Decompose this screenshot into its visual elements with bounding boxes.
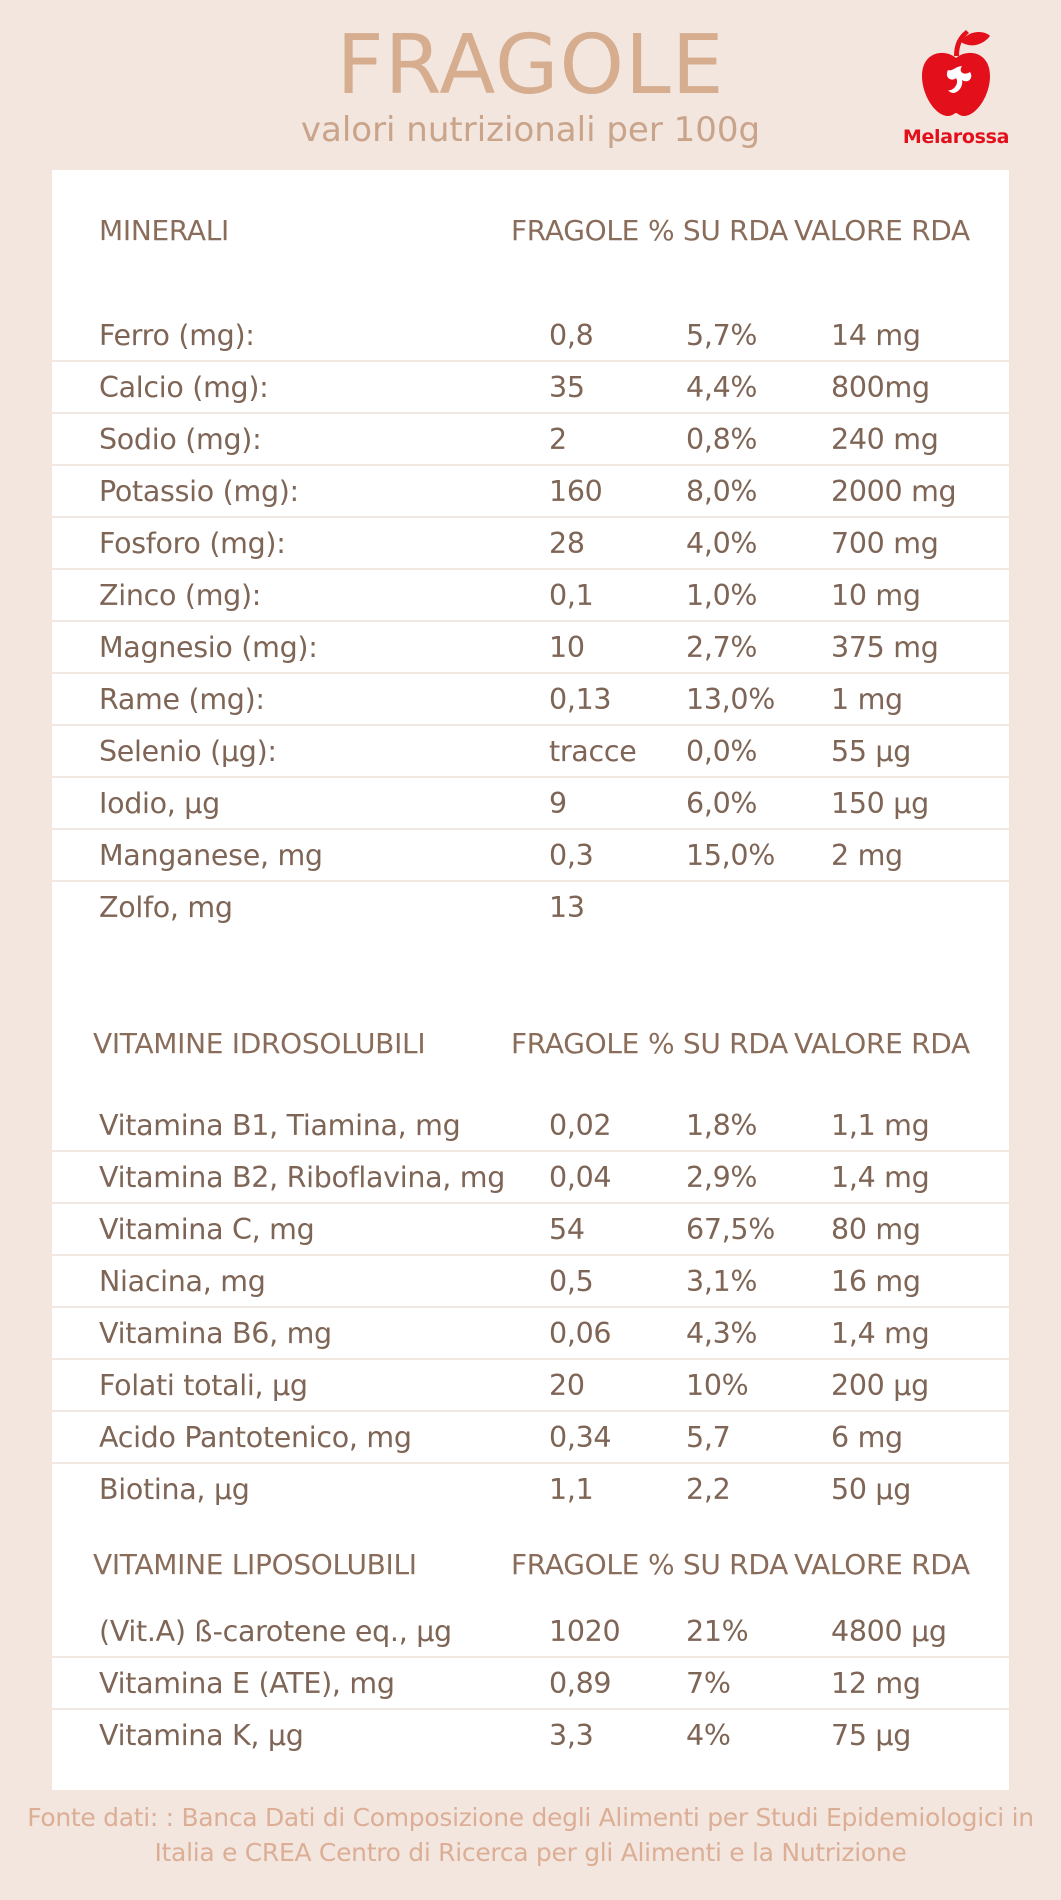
header-rda-value: VALORE RDA bbox=[794, 1548, 970, 1581]
nutrient-amount: 0,8 bbox=[549, 319, 594, 352]
rda-percent: 1,0% bbox=[686, 579, 758, 612]
rda-percent: 2,2 bbox=[686, 1473, 731, 1506]
nutrient-amount: 0,3 bbox=[549, 839, 594, 872]
rda-value: 2000 mg bbox=[831, 475, 957, 508]
nutrient-name: Vitamina E (ATE), mg bbox=[99, 1667, 395, 1700]
rda-value: 12 mg bbox=[831, 1667, 921, 1700]
nutrient-amount: 2 bbox=[549, 423, 567, 456]
rda-value: 240 mg bbox=[831, 423, 939, 456]
source-footer bbox=[0, 1800, 1061, 1870]
table-row bbox=[52, 1464, 1009, 1516]
rda-percent: 4,3% bbox=[686, 1317, 758, 1350]
header-fragole: FRAGOLE bbox=[511, 1027, 640, 1060]
nutrient-name: Niacina, mg bbox=[99, 1265, 266, 1298]
page-title: FRAGOLE bbox=[336, 18, 725, 113]
table-row bbox=[52, 622, 1009, 674]
nutrient-amount: 0,06 bbox=[549, 1317, 612, 1350]
table-row bbox=[52, 1204, 1009, 1256]
section-header-idrosolubili bbox=[52, 1019, 1009, 1069]
rda-percent: 1,8% bbox=[686, 1109, 758, 1142]
header-rda-percent: % SU RDA bbox=[648, 214, 788, 247]
table-row bbox=[52, 466, 1009, 518]
nutrient-amount: 0,34 bbox=[549, 1421, 612, 1454]
nutrient-amount: 0,89 bbox=[549, 1667, 612, 1700]
nutrient-name: Biotina, µg bbox=[99, 1473, 250, 1506]
nutrient-name: Zinco (mg): bbox=[99, 579, 262, 612]
nutrient-name: Folati totali, µg bbox=[99, 1369, 308, 1402]
header-rda-value: VALORE RDA bbox=[794, 1027, 970, 1060]
nutrient-amount: 3,3 bbox=[549, 1719, 594, 1752]
rda-value: 1,4 mg bbox=[831, 1161, 930, 1194]
rda-value: 1,4 mg bbox=[831, 1317, 930, 1350]
brand-logo[interactable] bbox=[896, 26, 1016, 152]
table-row bbox=[52, 518, 1009, 570]
rda-percent: 15,0% bbox=[686, 839, 776, 872]
rda-value: 200 µg bbox=[831, 1369, 929, 1402]
nutrient-amount: 9 bbox=[549, 787, 567, 820]
nutrient-name: Zolfo, mg bbox=[99, 891, 233, 924]
rda-percent: 13,0% bbox=[686, 683, 776, 716]
table-row bbox=[52, 570, 1009, 622]
rda-percent: 8,0% bbox=[686, 475, 758, 508]
table-row bbox=[52, 1710, 1009, 1762]
section-header-minerali bbox=[52, 206, 1009, 256]
table-row bbox=[52, 1412, 1009, 1464]
table-row bbox=[52, 362, 1009, 414]
rda-value: 50 µg bbox=[831, 1473, 912, 1506]
rda-value: 10 mg bbox=[831, 579, 921, 612]
nutrient-name: Vitamina K, µg bbox=[99, 1719, 304, 1752]
table-row bbox=[52, 1606, 1009, 1658]
table-row bbox=[52, 1256, 1009, 1308]
table-row bbox=[52, 882, 1009, 934]
rda-percent: 2,9% bbox=[686, 1161, 758, 1194]
nutrient-amount: 35 bbox=[549, 371, 585, 404]
brand-name: Melarossa bbox=[902, 126, 1010, 148]
rda-percent: 7% bbox=[686, 1667, 731, 1700]
nutrient-amount: 0,5 bbox=[549, 1265, 594, 1298]
header-fragole: FRAGOLE bbox=[511, 1548, 640, 1581]
table-row bbox=[52, 674, 1009, 726]
rda-value: 2 mg bbox=[831, 839, 903, 872]
nutrient-name: Fosforo (mg): bbox=[99, 527, 286, 560]
nutrient-name: Selenio (µg): bbox=[99, 735, 277, 768]
footer-line-2: Italia e CREA Centro di Ricerca per gli Alimenti e la Nutrizione bbox=[154, 1838, 907, 1867]
table-row bbox=[52, 310, 1009, 362]
rda-percent: 10% bbox=[686, 1369, 749, 1402]
rda-value: 14 mg bbox=[831, 319, 921, 352]
nutrient-amount: 1020 bbox=[549, 1615, 621, 1648]
nutrient-name: (Vit.A) ß-carotene eq., µg bbox=[99, 1615, 452, 1648]
rda-value: 75 µg bbox=[831, 1719, 912, 1752]
rda-percent: 0,8% bbox=[686, 423, 758, 456]
nutrient-name: Ferro (mg): bbox=[99, 319, 255, 352]
nutrient-amount: 0,13 bbox=[549, 683, 612, 716]
rda-percent: 6,0% bbox=[686, 787, 758, 820]
rda-value: 1,1 mg bbox=[831, 1109, 930, 1142]
nutrient-amount: 1,1 bbox=[549, 1473, 594, 1506]
apple-icon bbox=[918, 26, 994, 118]
table-row bbox=[52, 778, 1009, 830]
nutrient-amount: 54 bbox=[549, 1213, 585, 1246]
rda-percent: 2,7% bbox=[686, 631, 758, 664]
rda-value: 800mg bbox=[831, 371, 930, 404]
rda-percent: 4% bbox=[686, 1719, 731, 1752]
table-row bbox=[52, 726, 1009, 778]
rda-percent: 67,5% bbox=[686, 1213, 776, 1246]
table-row bbox=[52, 1152, 1009, 1204]
rda-percent: 3,1% bbox=[686, 1265, 758, 1298]
nutrient-name: Vitamina B6, mg bbox=[99, 1317, 332, 1350]
rda-percent: 21% bbox=[686, 1615, 749, 1648]
page-subtitle: valori nutrizionali per 100g bbox=[300, 110, 761, 150]
rda-value: 375 mg bbox=[831, 631, 939, 664]
rda-value: 700 mg bbox=[831, 527, 939, 560]
nutrient-name: Sodio (mg): bbox=[99, 423, 262, 456]
nutrient-name: Acido Pantotenico, mg bbox=[99, 1421, 412, 1454]
rda-value: 80 mg bbox=[831, 1213, 921, 1246]
header-fragole: FRAGOLE bbox=[511, 214, 640, 247]
rda-percent: 5,7 bbox=[686, 1421, 731, 1454]
rda-percent: 4,4% bbox=[686, 371, 758, 404]
nutrient-amount: 10 bbox=[549, 631, 585, 664]
header-rda-value: VALORE RDA bbox=[794, 214, 970, 247]
header-label: VITAMINE LIPOSOLUBILI bbox=[93, 1548, 417, 1581]
nutrient-amount: 13 bbox=[549, 891, 585, 924]
table-row bbox=[52, 1658, 1009, 1710]
nutrient-name: Magnesio (mg): bbox=[99, 631, 318, 664]
footer-line-1: Fonte dati: : Banca Dati di Composizione degli Alimenti per Studi Epidemiologici in bbox=[27, 1803, 1034, 1832]
table-row bbox=[52, 1308, 1009, 1360]
rda-value: 150 µg bbox=[831, 787, 929, 820]
nutrient-amount: 20 bbox=[549, 1369, 585, 1402]
rda-percent: 5,7% bbox=[686, 319, 758, 352]
nutrition-table bbox=[52, 170, 1009, 1790]
section-header-liposolubili bbox=[52, 1540, 1009, 1590]
rda-value: 1 mg bbox=[831, 683, 903, 716]
nutrient-amount: 0,02 bbox=[549, 1109, 612, 1142]
nutrient-amount: tracce bbox=[549, 735, 637, 768]
header-rda-percent: % SU RDA bbox=[648, 1548, 788, 1581]
header-rda-percent: % SU RDA bbox=[648, 1027, 788, 1060]
nutrient-name: Calcio (mg): bbox=[99, 371, 269, 404]
rda-value: 16 mg bbox=[831, 1265, 921, 1298]
nutrient-amount: 0,1 bbox=[549, 579, 594, 612]
nutrient-name: Vitamina C, mg bbox=[99, 1213, 315, 1246]
table-row bbox=[52, 1360, 1009, 1412]
rda-percent: 4,0% bbox=[686, 527, 758, 560]
nutrient-amount: 160 bbox=[549, 475, 603, 508]
nutrient-name: Manganese, mg bbox=[99, 839, 323, 872]
nutrient-name: Vitamina B2, Riboflavina, mg bbox=[99, 1161, 506, 1194]
nutrient-name: Vitamina B1, Tiamina, mg bbox=[99, 1109, 461, 1142]
nutrient-name: Iodio, µg bbox=[99, 787, 220, 820]
nutrient-name: Rame (mg): bbox=[99, 683, 265, 716]
table-row bbox=[52, 1100, 1009, 1152]
rda-value: 6 mg bbox=[831, 1421, 903, 1454]
rda-percent: 0,0% bbox=[686, 735, 758, 768]
rda-value: 4800 µg bbox=[831, 1615, 947, 1648]
nutrient-amount: 28 bbox=[549, 527, 585, 560]
rda-value: 55 µg bbox=[831, 735, 912, 768]
header-label: MINERALI bbox=[99, 214, 229, 247]
table-row bbox=[52, 414, 1009, 466]
nutrient-amount: 0,04 bbox=[549, 1161, 612, 1194]
table-row bbox=[52, 830, 1009, 882]
header-label: VITAMINE IDROSOLUBILI bbox=[93, 1027, 426, 1060]
nutrient-name: Potassio (mg): bbox=[99, 475, 299, 508]
